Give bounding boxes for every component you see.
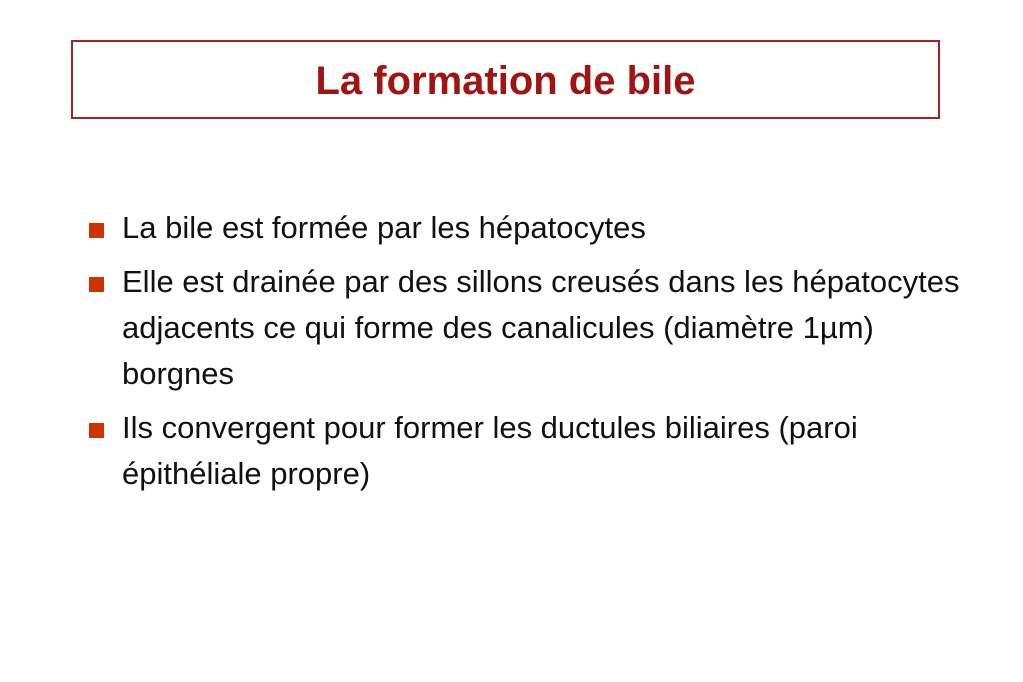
bullet-item bbox=[88, 405, 988, 497]
slide-title: La formation de bile bbox=[315, 58, 696, 103]
bullet-item bbox=[88, 205, 988, 251]
square-bullet-icon bbox=[89, 223, 104, 238]
bullet-list bbox=[88, 205, 988, 505]
bullet-text: La bile est formée par les hépatocytes bbox=[122, 210, 646, 245]
square-bullet-icon bbox=[89, 277, 104, 292]
bullet-text: Elle est drainée par des sillons creusés dans les hépatocytes adjacents ce qui forme des canalicules (diamètre 1µm) borgnes bbox=[122, 264, 960, 391]
title-box bbox=[71, 40, 940, 119]
bullet-item bbox=[88, 259, 988, 397]
bullet-text: Ils convergent pour former les ductules biliaires (paroi épithéliale propre) bbox=[122, 410, 858, 491]
square-bullet-icon bbox=[89, 423, 104, 438]
